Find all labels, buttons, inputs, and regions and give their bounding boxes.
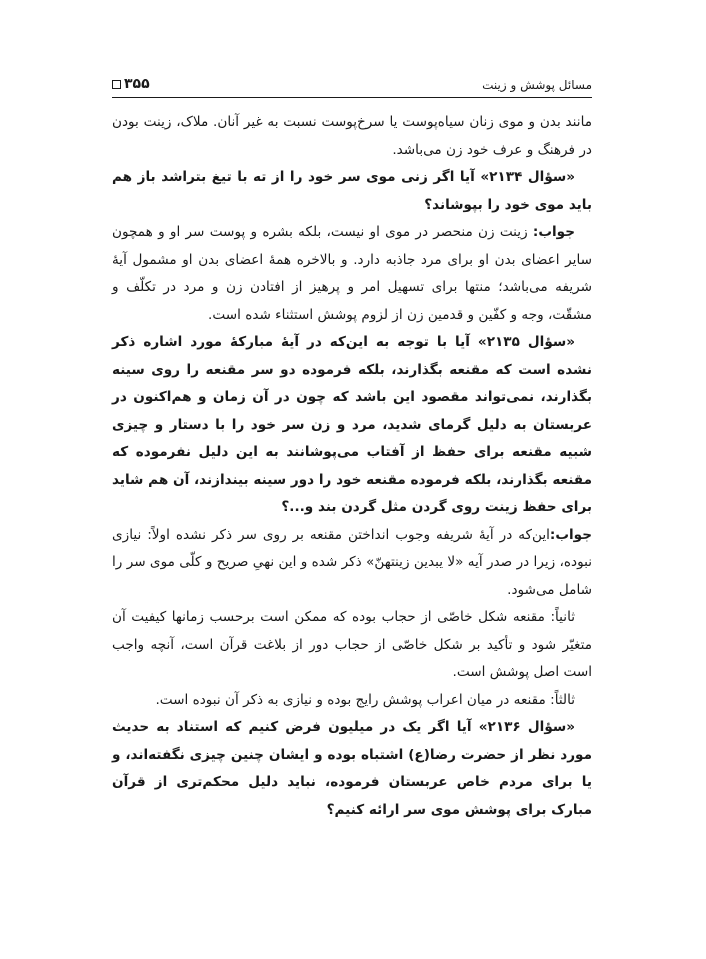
answer-2135: جواب:این‌که در آیهٔ شریفه وجوب انداختن مقنعه بر روی سر ذکر نشده اولاً: نیازی نبوده، زیرا در صدر آیه «لا یبدین زینتهنّ» ذکر شده و این نهیِ صریح و کلّی موی سر را شامل می‌شود.: [112, 526, 592, 598]
page-header: [112, 74, 592, 98]
answer-continuation: مانند بدن و موی زنان سیاه‌پوست یا سرخ‌پوست نسبت به غیر آنان. ملاک، زینت بودن در فرهنگ و عرف خود زن می‌باشد.: [112, 114, 592, 158]
answer-point-3: ثالثاً: مقنعه در میان اعراب پوشش رایج بوده و نیازی به ذکر آن نبوده است.: [155, 691, 575, 708]
book-page: [112, 74, 592, 824]
answer-label: جواب:: [549, 526, 592, 543]
square-icon: [112, 80, 121, 89]
page-body: [112, 109, 592, 824]
header-rule: [112, 97, 592, 98]
question-2134: «سؤال ۲۱۳۴» آیا اگر زنی موی سر خود را از ته با تیغ بتراشد باز هم باید موی خود را بپوشاند؟: [112, 169, 592, 213]
question-2135: «سؤال ۲۱۳۵» آیا با توجه به این‌که در آیهٔ مبارکهٔ مورد اشاره ذکر نشده است که مقنعه بگذارند، بلکه فرموده دو سر مقنعه را روی سینه بگذارند، نمی‌تواند مقصود این باشد که چون در آن زمان و هم‌اکنون در عربستان به دلیل گرمای شدید، مرد و زن سر خود را با دستار و چیزی شبیه مقنعه برای حفظ از آفتاب می‌پوشانند به این دلیل نفرموده که مقنعه بگذارند، بلکه فرموده مقنعه خود را دور سینه بیندازند، آن هم شاید برای حفظ زینت روی گردن مثل گردن بند و...؟: [112, 334, 592, 515]
page-number-marker: [112, 76, 150, 92]
page-number: ۳۵۵: [124, 76, 150, 92]
question-2136: «سؤال ۲۱۳۶» آیا اگر یک در میلیون فرض کنیم که استناد به حدیث مورد نظر از حضرت رضا(ع) اشتباه بوده و ایشان چنین چیزی نگفته‌اند، و یا برای مردم خاص عربستان فرموده، نباید دلیل محکم‌تری از قرآن مبارک برای پوشش موی سر ارائه کنیم؟: [112, 719, 592, 818]
answer-label: جواب:: [532, 224, 575, 240]
answer-2134: جواب: زینت زن منحصر در موی او نیست، بلکه بشره و پوست سر او و همچون سایر اعضای بدن او برای مرد جاذبه دارد. و بالاخره همهٔ اعضای بدن او مشمول آیهٔ شریفه می‌باشد؛ منتها برای تسهیل امر و پرهیز از افتادن زن و مرد در تکلّف و مشقّت، وجه و کفّین و قدمین زن از لزوم پوشش استثناء شده است.: [112, 224, 592, 323]
answer-point-2: ثانیاً: مقنعه شکل خاصّی از حجاب بوده که ممکن است برحسب زمانها کیفیت آن متغیّر شود و تأکید بر شکل خاصّی از حجاب دور از بلاغت قرآن است، آنچه واجب است اصل پوشش است.: [112, 609, 592, 680]
running-title: مسائل پوشش و زینت: [482, 78, 592, 92]
